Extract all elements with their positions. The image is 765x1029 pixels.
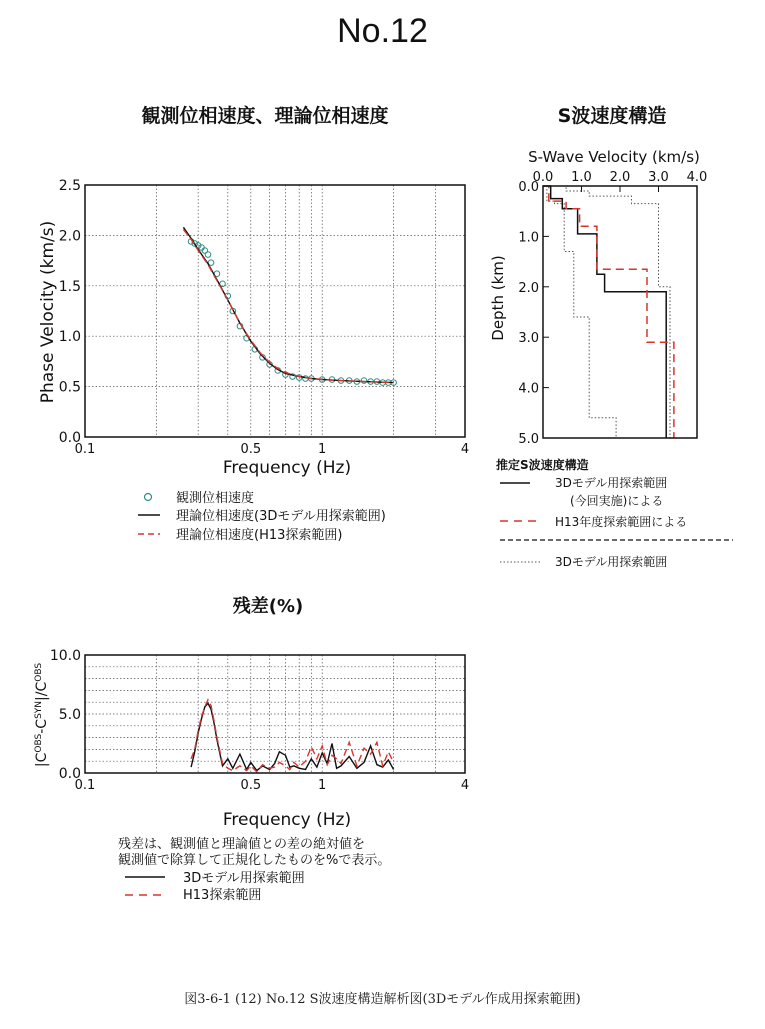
c2-ytick-label: 0.0 <box>518 180 539 195</box>
c2-xtick-label: 0.0 <box>532 170 554 185</box>
chart1-title: 観測位相速度、理論位相速度 <box>141 105 389 127</box>
c1-xtick-label: 4 <box>460 442 470 457</box>
c1-ytick-label: 1.5 <box>58 278 81 295</box>
chart3-title: 残差(%) <box>232 596 304 617</box>
legend-structure-3d-label: 3Dモデル用探索範囲 <box>555 476 668 490</box>
c2-ytick-label: 3.0 <box>518 331 539 347</box>
chart1-xlabel: Frequency (Hz) <box>222 458 352 478</box>
residual-note-line1: 残差は、観測値と理論値との差の絶対値を <box>118 837 366 852</box>
c2-xtick-label: 4.0 <box>686 170 708 185</box>
c1-ytick-label: 2.0 <box>58 228 81 245</box>
legend-residual-h13-label: H13探索範囲 <box>183 888 262 903</box>
chart2-xlabel: S-Wave Velocity (km/s) <box>528 148 700 166</box>
c2-profile-line-2 <box>543 186 616 438</box>
legend-structure-h13-label: H13年度探索範囲による <box>555 515 688 529</box>
residual-note-line2: 観測値で除算して正規化したものを%で表示。 <box>118 853 391 868</box>
residual-chart <box>34 595 469 903</box>
legend-observed-label: 観測位相速度 <box>176 491 255 506</box>
c3-ytick-label: 5.0 <box>58 707 81 723</box>
c3-ytick-label: 10.0 <box>49 648 81 664</box>
c2-profile-line-1 <box>543 186 674 438</box>
phase-velocity-chart <box>38 104 469 543</box>
c1-ytick-label: 0.0 <box>58 430 81 446</box>
c1-series-line-1 <box>183 227 393 382</box>
legend-observed-marker <box>145 494 152 501</box>
chart2-legend-title: 推定S波速度構造 <box>496 458 589 472</box>
legend-3d-label: 理論位相速度(3Dモデル用探索範囲) <box>176 509 386 524</box>
chart1-frame <box>85 185 465 437</box>
c3-ytick-label: 0.0 <box>58 766 81 782</box>
c2-xtick-label: 2.0 <box>609 170 631 185</box>
legend-structure-3d-label-2: (今回実施)による <box>570 494 664 508</box>
c2-ytick-label: 4.0 <box>518 381 539 397</box>
c1-ytick-label: 1.0 <box>58 329 81 346</box>
chart2-ylabel: Depth (km) <box>489 255 507 341</box>
c2-xtick-label: 1.0 <box>571 170 592 185</box>
figure-caption: 図3-6-1 (12) No.12 S波速度構造解析図(3Dモデル作成用探索範囲) <box>184 992 581 1007</box>
c2-ytick-label: 2.0 <box>518 280 539 296</box>
c1-ytick-label: 2.5 <box>58 178 81 194</box>
c1-xtick-label: 0.1 <box>74 442 96 457</box>
c1-xtick-label: 0.5 <box>240 442 262 457</box>
chart2-title: S波速度構造 <box>557 105 667 127</box>
chart3-ylabel: $|C^{OBS}-C^{SYN}|/C^{OBS}$ <box>34 662 50 768</box>
c3-xtick-label: 0.1 <box>74 778 96 793</box>
chart3-legend <box>118 836 390 903</box>
c3-xtick-label: 1 <box>318 778 327 793</box>
chart2-legend <box>496 457 733 569</box>
chart1-ylabel: Phase Velocity (km/s) <box>38 220 58 404</box>
c2-profile-line-3 <box>543 186 670 438</box>
legend-residual-3d-label: 3Dモデル用探索範囲 <box>183 871 305 886</box>
c1-ytick-label: 0.5 <box>58 379 81 396</box>
c3-xtick-label: 4 <box>460 778 470 793</box>
chart3-xlabel: Frequency (Hz) <box>222 810 352 830</box>
chart1-legend <box>138 490 386 543</box>
c1-series-line-2 <box>183 229 393 382</box>
legend-structure-range-label: 3Dモデル用探索範囲 <box>555 555 668 569</box>
c2-profile-line-0 <box>543 186 666 438</box>
c1-observed-point <box>361 378 367 384</box>
c1-xtick-label: 1 <box>318 442 327 457</box>
c2-ytick-label: 5.0 <box>518 432 539 447</box>
c2-xtick-label: 3.0 <box>648 170 669 185</box>
page-title: No.12 <box>337 12 428 50</box>
c3-xtick-label: 0.5 <box>240 778 262 793</box>
legend-h13-label: 理論位相速度(H13探索範囲) <box>176 528 343 543</box>
c1-observed-point <box>205 252 211 258</box>
c2-ytick-label: 1.0 <box>518 230 539 246</box>
s-wave-structure-chart <box>489 104 733 569</box>
